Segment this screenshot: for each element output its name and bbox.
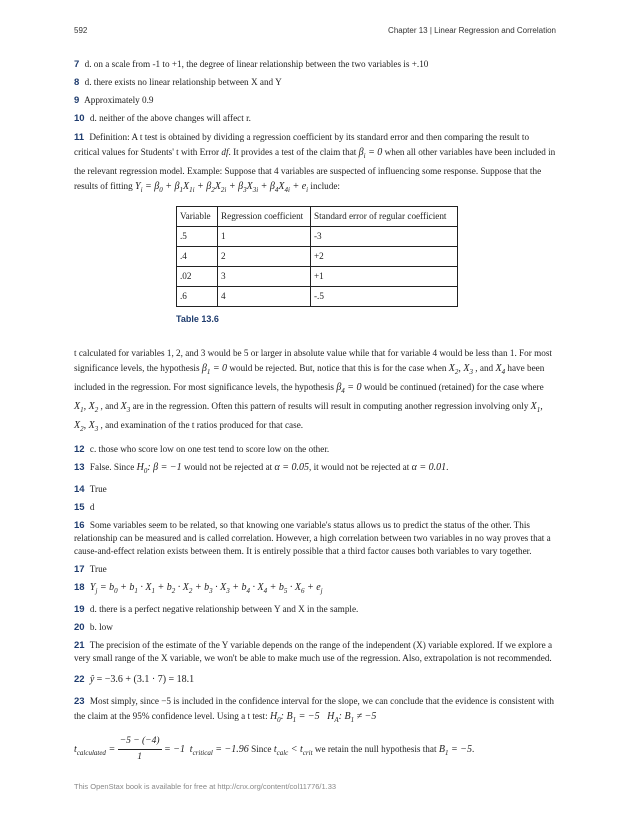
paragraph-text: are in the regression. Often this pattern of results will result in computing another regression involving only <box>132 401 531 411</box>
answer-15 <box>74 501 556 514</box>
answer-22 <box>74 673 556 686</box>
hypotheses-formula: $H_0$: $B_1 = -5$ $H_A$: $B_1 \ne -5$ <box>269 711 377 724</box>
answer-number: 17 <box>74 564 85 575</box>
answer-text: include: <box>310 181 340 191</box>
table-discussion <box>74 346 556 437</box>
table-row <box>177 227 458 247</box>
answer-number: 7 <box>74 59 80 70</box>
hypothesis-formula: $\beta_i = 0$ <box>358 147 383 160</box>
paragraph-text: , and <box>475 363 496 373</box>
answer-16 <box>74 519 556 558</box>
answer-11 <box>74 130 556 198</box>
t-test-computation <box>74 734 556 765</box>
answer-text: Approximately 0.9 <box>84 95 154 105</box>
hypothesis-formula: $\beta_1 = 0$ <box>201 363 228 376</box>
answer-text: True <box>89 564 107 574</box>
answer-text: d. there is a perfect negative relationship between Y and X in the sample. <box>89 604 359 614</box>
answer-number: 9 <box>74 95 80 106</box>
answer-number: 11 <box>74 132 85 143</box>
answer-13 <box>74 461 556 478</box>
answer-list <box>74 58 556 770</box>
paragraph-text: , and examination of the t ratios produced for that case. <box>100 420 304 430</box>
paragraph-text: have been included in the regression. For most significance levels, the hypothesis <box>74 363 545 392</box>
table-cell: .4 <box>177 247 218 267</box>
answer-23 <box>74 694 556 765</box>
paragraph-text: would be continued (retained) for the case where <box>363 382 544 392</box>
answer-21 <box>74 639 556 665</box>
answer-19 <box>74 603 556 616</box>
answer-number: 12 <box>74 444 85 455</box>
table-cell: 1 <box>218 227 311 247</box>
table-cell: .02 <box>177 267 218 287</box>
table-row <box>177 287 458 307</box>
table-cell: 2 <box>218 247 311 267</box>
answer-7 <box>74 58 556 71</box>
variables-formula: $X_1$, $X_2$, $X_3$ <box>74 401 543 433</box>
answer-number: 21 <box>74 640 85 651</box>
null-hypothesis-formula: $B_1 = -5$ <box>438 743 472 757</box>
table-cell: -.5 <box>311 287 458 307</box>
alpha-formula: α = 0.05 <box>274 462 310 473</box>
answer-20 <box>74 621 556 634</box>
answer-8 <box>74 76 556 89</box>
answer-text: . It provides a test of the claim that <box>228 147 359 157</box>
answer-number: 13 <box>74 462 85 473</box>
regression-formula: $Y_i = \beta_0 + \beta_1X_{1i} + \beta_2X_{2i} + \beta_3X_{3i} + \beta_4X_{4i} + e_i$ <box>135 181 309 194</box>
variables-formula: $X_1$, $X_2$ <box>74 401 99 414</box>
table-cell: .6 <box>177 287 218 307</box>
table-cell: .5 <box>177 227 218 247</box>
answer-text: . <box>446 462 449 472</box>
table-cell: -3 <box>311 227 458 247</box>
answer-number: 19 <box>74 604 85 615</box>
answer-text: b. low <box>89 622 113 632</box>
table-cell: 4 <box>218 287 311 307</box>
answer-number: 8 <box>74 77 80 88</box>
table-header-row <box>177 207 458 227</box>
answer-number: 22 <box>74 674 85 685</box>
paragraph-text: t calculated for variables 1, 2, and 3 would be 5 or larger in absolute value while that for variable 4 would be less than 1. For most significance levels, the hypothesis <box>74 348 552 373</box>
chapter-title: Chapter 13 | Linear Regression and Correlation <box>388 26 556 35</box>
answer-text: d. on a scale from -1 to +1, the degree of linear relationship between the two variables is +.10 <box>84 59 429 69</box>
hypothesis-formula: $\beta_4 = 0$ <box>336 382 362 395</box>
answer-9 <box>74 94 556 107</box>
table-header: Regression coefficient <box>218 207 311 227</box>
answer-text: when all other variables have been included in the relevant regression model. Example: Suppose that 4 variables are suspected of influencing some response. Suppose that the results of fitting <box>74 147 556 191</box>
alpha-formula: α = 0.01 <box>411 462 447 473</box>
table-header: Standard error of regular coefficient <box>311 207 458 227</box>
answer-text: Most simply, since −5 is included in the confidence interval for the slope, we can conclude that the evidence is consistent with the claim at the 95% confidence level. Using a t test: <box>74 696 554 721</box>
answer-number: 14 <box>74 484 85 495</box>
df-term: df <box>221 147 229 157</box>
variables-formula: $X_2$, $X_3$ <box>448 363 473 376</box>
table-header: Variable <box>177 207 218 227</box>
table-cell: +2 <box>311 247 458 267</box>
answer-text: Some variables seem to be related, so that knowing one variable's status allows us to predict the status of the other. This relationship can be measured and is called correlation. However, a high correlation between two variables in no way proves that a cause-and-effect relation exists between them. It is entirely possible that a third factor causes both variables to vary together. <box>74 520 551 556</box>
t-critical-formula: $t_{critical} = -1.96$ <box>187 743 249 757</box>
answer-text: . <box>471 743 475 754</box>
answer-number: 15 <box>74 502 85 513</box>
answer-10 <box>74 112 556 125</box>
answer-text: The precision of the estimate of the Y variable depends on the range of the independent (X) variable explored. If we explore a very small range of the X variable, we won't be able to make much use of the regression. Also, extrapolation is not recommended. <box>74 640 553 663</box>
table-row <box>177 247 458 267</box>
multiple-regression-formula: $Y_j = b_0 + b_1 \cdot X_1 + b_2 \cdot X_2 + b_3 \cdot X_3 + b_4 \cdot X_4 + b_5 \cdot X_6 + e_j$ <box>89 582 323 595</box>
answer-text: Since <box>251 743 274 754</box>
answer-text: Definition: A t test is obtained by dividing a regression coefficient by its standard error and then comparing the result to critical values for Students' t with Error <box>74 132 530 157</box>
answer-text: True <box>89 484 107 494</box>
answer-number: 10 <box>74 113 85 124</box>
y-hat-symbol: ŷ <box>89 674 95 685</box>
footer-text: This OpenStax book is available for free at http://cnx.org/content/col11776/1.33 <box>74 782 337 791</box>
variable-formula: $X_3$ <box>120 401 131 414</box>
answer-17 <box>74 563 556 576</box>
answer-number: 16 <box>74 520 85 531</box>
table-cell: 3 <box>218 267 311 287</box>
page-number: 592 <box>74 26 88 35</box>
table-row <box>177 267 458 287</box>
regression-table <box>176 206 458 307</box>
t-calculated-formula: $t_{calculated}$ = $\frac{-5 - (-4)}{1}$ = −1 <box>74 736 185 762</box>
paragraph-text: , and <box>100 401 121 411</box>
answer-number: 18 <box>74 582 85 593</box>
answer-12 <box>74 443 556 456</box>
answer-text: d. there exists no linear relationship between X and Y <box>84 77 282 87</box>
answer-text: we retain the null hypothesis that <box>314 743 439 754</box>
answer-text: , it would not be rejected at <box>309 462 412 472</box>
answer-number: 20 <box>74 622 85 633</box>
table-cell: +1 <box>311 267 458 287</box>
t-compare-formula: $t_{calc} < t_{crit}$ <box>273 743 313 757</box>
answer-text: False. Since <box>89 462 137 472</box>
answer-18 <box>74 581 556 598</box>
table-caption: Table 13.6 <box>176 314 219 324</box>
answer-text: would not be rejected at <box>183 462 275 472</box>
variable-formula: $X_4$ <box>495 363 506 376</box>
answer-14 <box>74 483 556 496</box>
null-hypothesis-formula: $H_0$: β = −1 <box>136 462 182 475</box>
prediction-formula: = −3.6 + (3.1 · 7) = 18.1 <box>96 674 195 685</box>
paragraph-text: would be rejected. But, notice that this is for the case when <box>229 363 449 373</box>
answer-text: d. neither of the above changes will affect r. <box>89 113 251 123</box>
answer-text: c. those who score low on one test tend to score low on the other. <box>89 444 330 454</box>
answer-number: 23 <box>74 696 85 707</box>
answer-text: d <box>89 502 95 512</box>
